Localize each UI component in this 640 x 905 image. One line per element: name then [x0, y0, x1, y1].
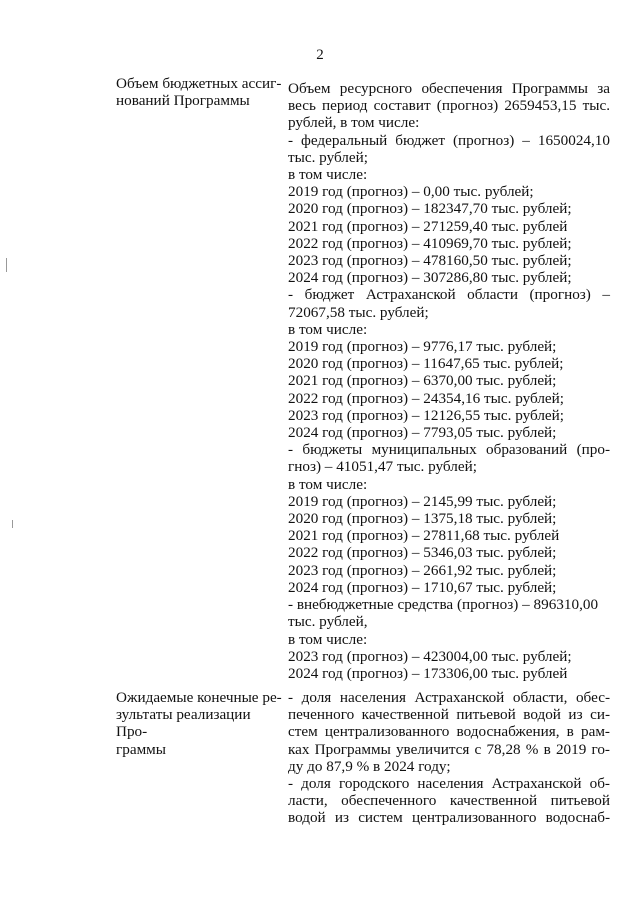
- content-line: - доля населения Астраханской области, обес-: [288, 689, 610, 706]
- content-line: 2019 год (прогноз) – 0,00 тыс. рублей;: [288, 183, 534, 201]
- content-line: 2020 год (прогноз) – 1375,18 тыс. рублей;: [288, 510, 557, 528]
- content-line: весь период составит (прогноз) 2659453,15 тыс.: [288, 97, 610, 115]
- content-line: 2021 год (прогноз) – 6370,00 тыс. рублей;: [288, 372, 557, 390]
- expected-results-label: Ожидаемые конечные ре- зультаты реализации Про- граммы: [116, 689, 282, 758]
- scan-mark: [12, 520, 13, 528]
- content-line: 2023 год (прогноз) – 423004,00 тыс. рублей;: [288, 647, 572, 665]
- content-line: Объем ресурсного обеспечения Программы за: [288, 80, 610, 97]
- content-line: - внебюджетные средства (прогноз) – 896310,00: [288, 596, 599, 614]
- page-number: 2: [316, 47, 324, 63]
- content-line: в том числе:: [288, 630, 368, 648]
- content-line: печенного качественной питьевой водой из си-: [288, 706, 610, 724]
- content-line: 2023 год (прогноз) – 12126,55 тыс. рублей;: [288, 406, 564, 424]
- content-line: 2023 год (прогноз) – 2661,92 тыс. рублей;: [288, 561, 557, 579]
- content-line: 2022 год (прогноз) – 410969,70 тыс. рублей;: [288, 234, 572, 252]
- content-line: 2021 год (прогноз) – 271259,40 тыс. рублей: [288, 217, 568, 235]
- scan-mark: [6, 258, 7, 272]
- content-line: рублей, в том числе:: [288, 114, 420, 132]
- content-line: 2019 год (прогноз) – 9776,17 тыс. рублей;: [288, 338, 557, 356]
- expected-results-content: [288, 689, 610, 827]
- content-line: гноз) – 41051,47 тыс. рублей;: [288, 458, 477, 476]
- content-line: ласти, обеспеченного качественной питьевой: [288, 792, 610, 810]
- content-line: ду до 87,9 % в 2024 году;: [288, 757, 451, 775]
- content-line: 2020 год (прогноз) – 182347,70 тыс. рублей;: [288, 200, 572, 218]
- budget-allocations-label: Объем бюджетных ассиг- нований Программы: [116, 75, 282, 110]
- content-line: 2022 год (прогноз) – 24354,16 тыс. рублей;: [288, 389, 564, 407]
- content-line: 2022 год (прогноз) – 5346,03 тыс. рублей;: [288, 544, 557, 562]
- budget-allocations-content: [288, 80, 610, 682]
- content-line: 2020 год (прогноз) – 11647,65 тыс. рублей;: [288, 355, 564, 373]
- content-line: 2024 год (прогноз) – 307286,80 тыс. рублей;: [288, 269, 572, 287]
- content-line: - бюджет Астраханской области (прогноз) –: [288, 286, 610, 304]
- content-line: 2023 год (прогноз) – 478160,50 тыс. рублей;: [288, 252, 572, 270]
- content-line: ках Программы увеличится с 78,28 % в 2019 го-: [288, 740, 610, 758]
- content-line: в том числе:: [288, 166, 368, 184]
- content-line: водой из систем централизованного водоснаб-: [288, 809, 610, 827]
- content-line: в том числе:: [288, 320, 368, 338]
- content-line: 2021 год (прогноз) – 27811,68 тыс. рублей: [288, 527, 560, 545]
- content-line: 2024 год (прогноз) – 1710,67 тыс. рублей;: [288, 578, 557, 596]
- content-line: 2024 год (прогноз) – 173306,00 тыс. рублей: [288, 664, 568, 682]
- content-line: 2024 год (прогноз) – 7793,05 тыс. рублей;: [288, 424, 557, 442]
- content-line: - доля городского населения Астраханской об-: [288, 775, 610, 793]
- content-line: тыс. рублей,: [288, 613, 368, 631]
- content-line: стем централизованного водоснабжения, в рам-: [288, 723, 610, 741]
- content-line: 72067,58 тыс. рублей;: [288, 303, 429, 321]
- content-line: - федеральный бюджет (прогноз) – 1650024,10: [288, 131, 610, 149]
- content-line: - бюджеты муниципальных образований (про-: [288, 441, 610, 459]
- content-line: в том числе:: [288, 475, 368, 493]
- content-line: тыс. рублей;: [288, 148, 368, 166]
- content-line: 2019 год (прогноз) – 2145,99 тыс. рублей;: [288, 492, 557, 510]
